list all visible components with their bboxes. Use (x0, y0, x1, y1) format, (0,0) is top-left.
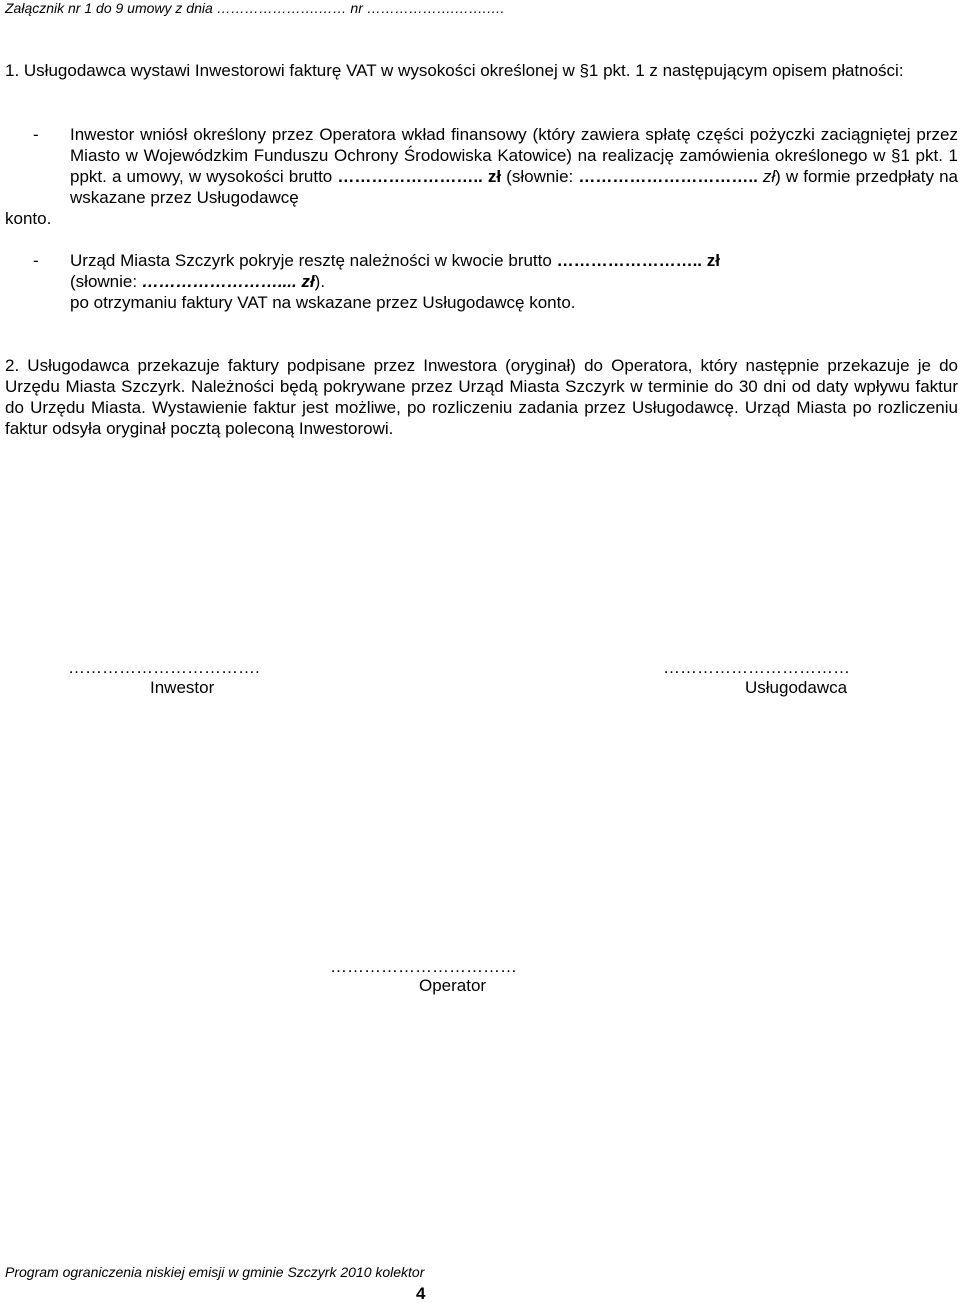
payment-item-text (70, 124, 958, 208)
words-blank: …………………….... zł (141, 272, 315, 291)
list-dash: - (33, 251, 39, 270)
item-text-part: (słownie: (501, 167, 579, 186)
signature-label-uslugodawca: Usługodawca (745, 678, 848, 697)
signature-label-inwestor: Inwestor (150, 678, 215, 697)
signature-line-inwestor: ……………………………. (68, 658, 260, 677)
payment-item-text (70, 250, 958, 313)
item-text-part: Inwestor wniósł określony przez Operatora wkład finansowy (który zawiera spłatę części pożyczki zaciągniętej przez Miasto w Wojewódzkim Funduszu Ochrony Środowiska Katowice) na realizację zamówienia określonego w §1 pkt. 1 ppkt. a umowy, w wysokości brutto (70, 125, 958, 186)
currency-label: zł (757, 167, 776, 186)
list-dash: - (33, 125, 39, 144)
attachment-header: Załącznik nr 1 do 9 umowy z dnia ………………….…… nr ……………….…….…. (5, 0, 505, 16)
paragraph-1: 1. Usługodawca wystawi Inwestorowi fakturę VAT w wysokości określonej w §1 pkt. 1 z następującym opisem płatności: (5, 61, 904, 80)
page-number: 4 (416, 1284, 426, 1303)
amount-blank: …………………….. zł (337, 167, 502, 186)
signature-line-operator: …………………………… (330, 957, 517, 976)
item-text-line: po otrzymaniu faktury VAT na wskazane przez Usługodawcę konto. (70, 293, 576, 312)
item-text-part: Urząd Miasta Szczyrk pokryje resztę należności w kwocie brutto (70, 251, 557, 270)
konto-text: konto. (5, 209, 52, 228)
item-text-part: (słownie: (70, 272, 142, 291)
footer-program-title: Program ograniczenia niskiej emisji w gminie Szczyrk 2010 kolektor (5, 1264, 425, 1280)
words-blank: ………………………….. (578, 167, 758, 186)
amount-blank: …………………….. zł (556, 251, 720, 270)
item-text-part: ). (314, 272, 326, 291)
signature-label-operator: Operator (419, 976, 487, 995)
signature-line-uslugodawca: …………………………… (663, 658, 850, 677)
item-text-part: ) w formie przedpłaty na wskazane przez Usługodawcę (70, 167, 958, 207)
paragraph-2: 2. Usługodawca przekazuje faktury podpisane przez Inwestora (oryginał) do Operatora, który następnie przekazuje je do Urzędu Miasta Szczyrk. Należności będą pokrywane przez Urząd Miasta Szczyrk w terminie do 30 dni od daty wpływu faktur do Urzędu Miasta. Wystawienie faktur jest możliwe, po rozliczeniu zadania przez Usługodawcę. Urząd Miasta po rozliczeniu faktur odsyła oryginał pocztą poleconą Inwestorowi. (5, 356, 958, 438)
